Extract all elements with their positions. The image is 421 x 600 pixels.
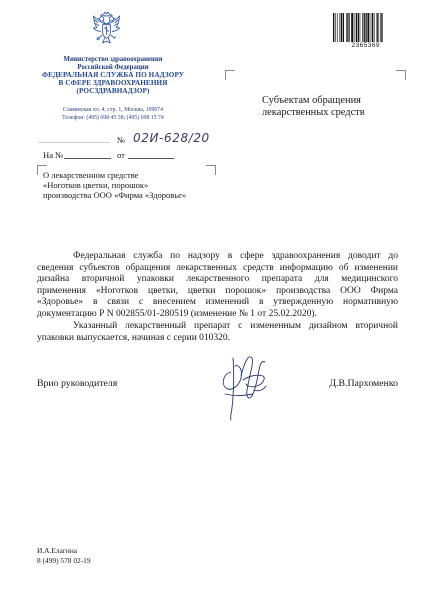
agency-line-2: В СФЕРЕ ЗДРАВООХРАНЕНИЯ [58, 79, 168, 88]
subject [43, 170, 186, 201]
barcode-bar [374, 13, 375, 42]
barcode-bar [371, 13, 372, 42]
body-line: Федеральная служба по надзору в сфере здравоохранения доводит до [73, 251, 398, 261]
agency-line-3: (РОСЗДРАВНАДЗОР) [76, 87, 150, 96]
barcode-bar [362, 13, 363, 42]
body-line: дизайна вторичной упаковки лекарственного препарата для медицинского [37, 274, 398, 285]
agency-phone: Телефон: (495) 698 45 38; (495) 698 15 74 [62, 115, 164, 121]
agency-address: Славянская пл. 4, стр. 1, Москва, 109074 [62, 107, 164, 113]
barcode-bar [343, 13, 344, 42]
barcode-bar [351, 13, 353, 42]
barcode-bar [365, 13, 366, 42]
subject-line-2: «Ноготков цветки, порошок» [43, 180, 149, 191]
barcode-number: 2365369 [351, 42, 380, 49]
addressee-bracket-right [396, 70, 406, 80]
executor-phone: 8 (499) 578 02-19 [37, 556, 91, 565]
signatory-title: Врио руководителя [37, 378, 118, 389]
barcode-bar [347, 13, 348, 42]
reply-number-line [64, 158, 111, 159]
addressee-line-2: лекарственных средств [262, 107, 365, 119]
barcode-bar [339, 13, 340, 42]
body-line: упаковки выпускается, начиная с серии 010320. [37, 332, 231, 343]
date-field-line [38, 142, 110, 143]
barcode-bar [382, 13, 383, 42]
body-line: применения «Ноготков цветки, цветки порошок» производства ООО Фирма [37, 285, 398, 296]
barcode-bar [349, 13, 350, 42]
agency-contacts [32, 106, 194, 122]
handwritten-signature [219, 350, 269, 422]
addressee-bracket-left [225, 70, 235, 80]
ministry-line-2: Российской Федерации [77, 63, 149, 71]
ministry-name [32, 56, 194, 71]
barcode-bar [333, 13, 334, 42]
barcode-bar [360, 13, 361, 42]
barcode-bar [341, 13, 342, 42]
barcode-bar [358, 13, 359, 42]
body-paragraph-1 [37, 251, 398, 321]
barcode-bar [378, 13, 379, 42]
addressee [262, 95, 365, 119]
reply-date-label: от [117, 150, 125, 160]
executor-block [37, 546, 91, 566]
handwritten-registration-number: 02И-628/20 [133, 131, 210, 145]
signatory-name: Д.В.Пархоменко [329, 378, 398, 389]
addressee-line-1: Субъектам обращения [262, 95, 361, 106]
body-paragraph-2 [37, 321, 398, 344]
subject-line-3: производства ООО «Фирма «Здоровье» [43, 190, 187, 201]
barcode-bar [367, 13, 369, 42]
reply-number-label: На № [43, 150, 64, 160]
barcode-bar [335, 13, 336, 42]
agency-line-1: ФЕДЕРАЛЬНАЯ СЛУЖБА ПО НАДЗОРУ [41, 71, 185, 79]
subject-bracket-right [206, 165, 216, 175]
barcode-bar [380, 13, 381, 42]
body-line: документацию Р N 002855/01-280519 (изменение № 1 от 25.02.2020). [37, 308, 317, 319]
subject-line-1: О лекарственном средстве [43, 170, 139, 180]
number-label: № [117, 135, 126, 145]
barcode-bar [377, 13, 378, 42]
barcode [333, 13, 383, 42]
reply-date-line [128, 158, 174, 159]
coat-of-arms-icon [92, 11, 121, 48]
barcode-bar [364, 13, 365, 42]
agency-name [32, 71, 194, 96]
barcode-bar [346, 13, 347, 42]
barcode-bar [372, 13, 373, 42]
body-line: «Здоровье» в связи с внесением изменений в утвержденную нормативную [37, 297, 398, 308]
body-line: сведения субъектов обращения лекарственных средств информацию об изменении [37, 262, 398, 273]
barcode-bar [356, 13, 357, 42]
body-line: Указанный лекарственный препарат с измененным дизайном вторичной [73, 321, 398, 331]
executor-name: И.А.Елагина [37, 546, 78, 555]
barcode-bar [354, 13, 355, 42]
ministry-line-1: Министерство здравоохранения [63, 56, 163, 63]
barcode-bar [337, 13, 338, 42]
